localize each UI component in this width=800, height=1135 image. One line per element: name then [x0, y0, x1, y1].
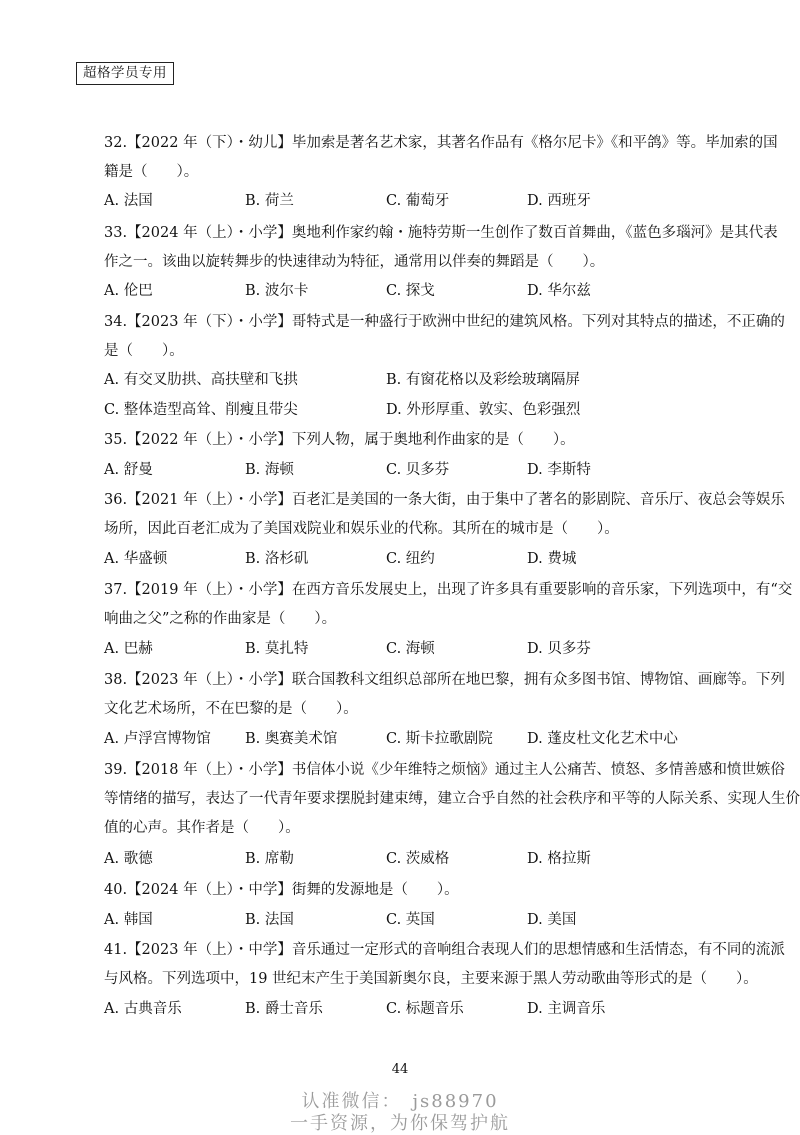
option-d: D. 美国	[527, 912, 577, 928]
option-c: C. 斯卡拉歌剧院	[386, 731, 493, 747]
option-a: A. 卢浮宫博物馆	[104, 731, 211, 747]
question-32	[104, 129, 778, 187]
question-line: 32.【2022 年（下）・幼儿】毕加索是著名艺术家，其著名作品有《格尔尼卡》《和平鸽》等。毕加索的国	[104, 135, 778, 151]
question-line: 37.【2019 年（上）・小学】在西方音乐发展史上，出现了许多具有重要影响的音乐家，下列选项中，有“交	[104, 582, 793, 598]
options-36	[104, 545, 724, 574]
question-line: 38.【2023 年（上）・小学】联合国教科文组织总部所在地巴黎，拥有众多图书馆、博物馆、画廊等。下列	[104, 672, 785, 688]
option-a: A. 法国	[104, 193, 153, 209]
question-36	[104, 486, 785, 544]
option-c: C. 葡萄牙	[386, 193, 450, 209]
option-a: A. 韩国	[104, 912, 153, 928]
option-d: D. 格拉斯	[527, 851, 591, 867]
question-41	[104, 936, 785, 994]
option-c: C. 海顿	[386, 641, 435, 657]
question-33	[104, 219, 778, 277]
option-b: B. 莫扎特	[245, 641, 309, 657]
option-d: D. 费城	[527, 551, 577, 567]
option-a: A. 舒曼	[104, 462, 153, 478]
option-a: A. 华盛顿	[104, 551, 168, 567]
option-d: D. 李斯特	[527, 462, 591, 478]
option-b: B. 有窗花格以及彩绘玻璃隔屏	[386, 372, 580, 388]
option-b: B. 爵士音乐	[245, 1001, 323, 1017]
option-a: A. 伦巴	[104, 283, 153, 299]
options-34-row2	[104, 396, 724, 425]
question-line: 场所，因此百老汇成为了美国戏院业和娱乐业的代称。其所在的城市是（ ）。	[104, 521, 619, 537]
question-line: 籍是（ ）。	[104, 164, 199, 180]
options-32	[104, 187, 724, 216]
options-41	[104, 995, 724, 1024]
question-line: 响曲之父”之称的作曲家是（ ）。	[104, 611, 337, 627]
question-line: 是（ ）。	[104, 343, 184, 359]
question-line: 41.【2023 年（上）・中学】音乐通过一定形式的音响组合表现人们的思想情感和生活情态，有不同的流派	[104, 942, 785, 958]
page-number: 44	[391, 1062, 409, 1077]
question-line: 作之一。该曲以旋转舞步的快速律动为特征，通常用以伴奏的舞蹈是（ ）。	[104, 254, 605, 270]
options-33	[104, 277, 724, 306]
option-d: D. 华尔兹	[527, 283, 591, 299]
option-c: C. 英国	[386, 912, 435, 928]
question-35	[104, 426, 724, 455]
question-line: 35.【2022 年（上）・小学】下列人物，属于奥地利作曲家的是（ ）。	[104, 432, 575, 448]
option-c: C. 纽约	[386, 551, 435, 567]
option-c: C. 贝多芬	[386, 462, 450, 478]
option-b: B. 洛杉矶	[245, 551, 309, 567]
option-a: A. 巴赫	[104, 641, 153, 657]
question-38	[104, 666, 785, 724]
watermark-line-1: 认准微信： js88970	[301, 1091, 499, 1112]
watermark-line-2: 一手资源，为你保驾护航	[290, 1113, 510, 1134]
question-34	[104, 308, 785, 366]
option-b: B. 法国	[245, 912, 294, 928]
question-line: 34.【2023 年（下）・小学】哥特式是一种盛行于欧洲中世纪的建筑风格。下列对其特点的描述，不正确的	[104, 314, 785, 330]
option-b: B. 奥赛美术馆	[245, 731, 338, 747]
option-d: D. 主调音乐	[527, 1001, 606, 1017]
option-d: D. 外形厚重、敦实、色彩强烈	[386, 402, 581, 418]
question-line: 值的心声。其作者是（ ）。	[104, 820, 300, 836]
option-c: C. 整体造型高耸、削瘦且带尖	[104, 402, 298, 418]
option-c: C. 探戈	[386, 283, 435, 299]
question-line: 33.【2024 年（上）・小学】奥地利作家约翰・施特劳斯一生创作了数百首舞曲，《蓝色多瑙河》是其代表	[104, 225, 778, 241]
options-38	[104, 725, 724, 754]
question-40	[104, 876, 724, 905]
question-line: 39.【2018 年（上）・小学】书信体小说《少年维特之烦恼》通过主人公痛苦、愤怒、多情善感和愤世嫉俗	[104, 762, 785, 778]
question-line: 40.【2024 年（上）・中学】街舞的发源地是（ ）。	[104, 882, 459, 898]
option-b: B. 荷兰	[245, 193, 294, 209]
options-39	[104, 845, 724, 874]
option-a: A. 有交叉肋拱、高扶壁和飞拱	[104, 372, 298, 388]
option-b: B. 海顿	[245, 462, 294, 478]
question-37	[104, 576, 793, 634]
option-c: C. 标题音乐	[386, 1001, 464, 1017]
options-40	[104, 906, 724, 935]
question-line: 文化艺术场所，不在巴黎的是（ ）。	[104, 701, 358, 717]
option-a: A. 古典音乐	[104, 1001, 182, 1017]
option-b: B. 席勒	[245, 851, 294, 867]
option-a: A. 歌德	[104, 851, 153, 867]
question-line: 与风格。下列选项中，19 世纪末产生于美国新奥尔良，主要来源于黑人劳动歌曲等形式的是（ ）。	[104, 971, 758, 987]
option-c: C. 茨威格	[386, 851, 450, 867]
question-line: 等情绪的描写，表达了一代青年要求摆脱封建束缚，建立合乎自然的社会秩序和平等的人际关系、实现人生价	[104, 791, 800, 807]
options-37	[104, 635, 724, 664]
option-d: D. 西班牙	[527, 193, 591, 209]
options-35	[104, 456, 724, 485]
question-39	[104, 756, 800, 843]
options-34-row1	[104, 366, 724, 395]
option-d: D. 贝多芬	[527, 641, 591, 657]
option-d: D. 蓬皮杜文化艺术中心	[527, 731, 678, 747]
question-line: 36.【2021 年（上）・小学】百老汇是美国的一条大街，由于集中了著名的影剧院、音乐厅、夜总会等娱乐	[104, 492, 785, 508]
option-b: B. 波尔卡	[245, 283, 309, 299]
header-tag: 超格学员专用	[76, 62, 174, 85]
